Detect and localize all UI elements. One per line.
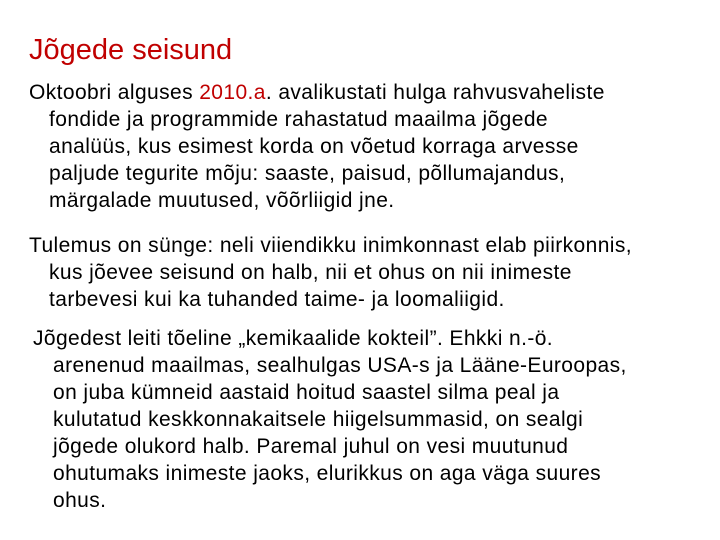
paragraph-line: Jõgedest leiti tõeline „kemikaalide kokteil”. Ehkki n.-ö. xyxy=(33,327,554,350)
paragraph-line: jõgede olukord halb. Paremal juhul on vesi muutunud xyxy=(53,435,569,458)
line-text: Oktoobri alguses xyxy=(29,81,200,104)
paragraph-line: kus jõevee seisund on halb, nii et ohus on nii inimeste xyxy=(49,261,572,284)
paragraph-line: analüüs, kus esimest korda on võetud korraga arvesse xyxy=(49,135,579,158)
paragraph-result xyxy=(29,232,632,313)
paragraph-line: arenenud maailmas, sealhulgas USA-s ja Lääne-Euroopas, xyxy=(53,354,627,377)
paragraph-line: kulutatud keskkonnakaitsele hiigelsummasid, on sealgi xyxy=(53,408,584,431)
slide-title: Jõgede seisund xyxy=(29,34,233,66)
paragraph-line: on juba kümneid aastaid hoitud saastel silma peal ja xyxy=(53,381,560,404)
paragraph-report-intro xyxy=(29,79,605,214)
paragraph-chemical-cocktail xyxy=(33,325,627,514)
paragraph-line xyxy=(29,79,605,106)
paragraph-line: märgalade muutused, võõrliigid jne. xyxy=(49,189,395,212)
highlighted-year: 2010.a xyxy=(199,81,266,104)
paragraph-line: ohus. xyxy=(53,489,107,512)
paragraph-line: paljude tegurite mõju: saaste, paisud, põllumajandus, xyxy=(49,162,566,185)
paragraph-line: tarbevesi kui ka tuhanded taime- ja loomaliigid. xyxy=(49,288,505,311)
paragraph-line: fondide ja programmide rahastatud maailma jõgede xyxy=(49,108,548,131)
line-text: . avalikustati hulga rahvusvaheliste xyxy=(265,81,605,104)
paragraph-line: ohutumaks inimeste jaoks, elurikkus on aga väga suures xyxy=(53,462,602,485)
paragraph-line: Tulemus on sünge: neli viiendikku inimkonnast elab piirkonnis, xyxy=(29,234,632,257)
